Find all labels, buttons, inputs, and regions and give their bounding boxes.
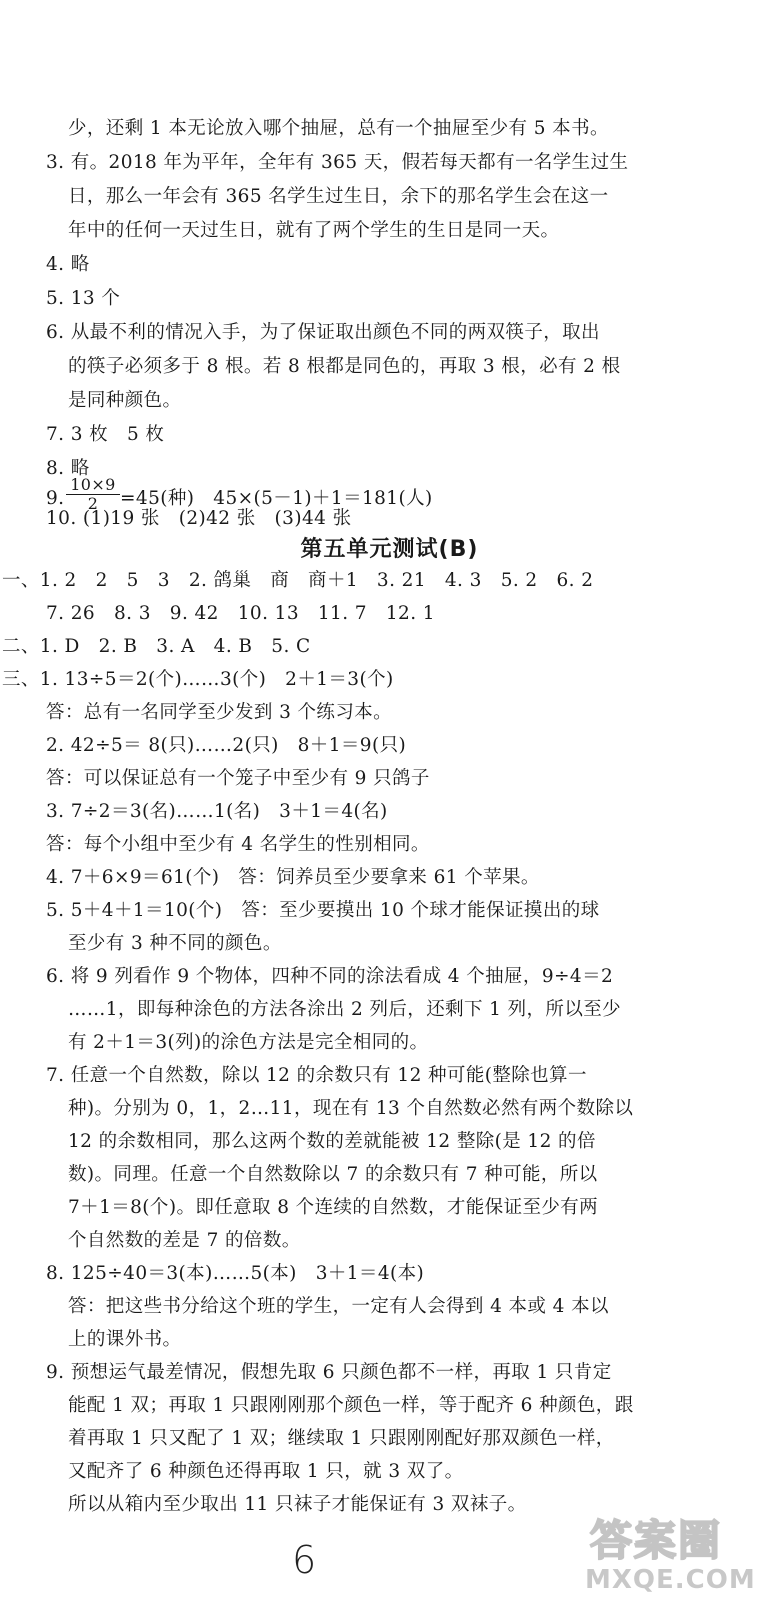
text-line: 上的课外书。 <box>68 1329 182 1350</box>
text-line: 一、1. 2 2 5 3 2. 鸽巢 商 商＋1 3. 21 4. 3 5. 2 6. 2 <box>2 570 594 591</box>
text-line: 7. 26 8. 3 9. 42 10. 13 11. 7 12. 1 <box>46 603 435 624</box>
text-line: 答：每个小组中至少有 4 名学生的性别相同。 <box>46 834 430 855</box>
text-line: 三、1. 13÷5＝2(个)……3(个) 2＋1＝3(个) <box>2 669 394 690</box>
text-line: 所以从箱内至少取出 11 只袜子才能保证有 3 双袜子。 <box>68 1494 527 1515</box>
text-line: 种)。分别为 0，1，2…11，现在有 13 个自然数必然有两个数除以 <box>68 1098 634 1119</box>
text-line: 8. 125÷40＝3(本)……5(本) 3＋1＝4(本) <box>46 1263 425 1284</box>
text-line: 7. 3 枚 5 枚 <box>46 424 165 445</box>
text-line: 答：总有一名同学至少发到 3 个练习本。 <box>46 702 393 723</box>
text-line: 又配齐了 6 种颜色还得再取 1 只，就 3 双了。 <box>68 1461 464 1482</box>
q9-prefix: 9. <box>46 488 65 509</box>
text-line: 7＋1＝8(个)。即任意取 8 个连续的自然数，才能保证至少有两 <box>68 1197 599 1218</box>
section-title: 第五单元测试(B) <box>300 537 479 562</box>
text-line: 10. (1)19 张 (2)42 张 (3)44 张 <box>46 508 352 529</box>
text-line: 有 2＋1＝3(列)的涂色方法是完全相同的。 <box>68 1032 429 1053</box>
text-line: 着再取 1 只又配了 1 双；继续取 1 只跟刚刚配好那双颜色一样， <box>68 1428 615 1449</box>
text-line: 是同种颜色。 <box>68 390 182 411</box>
text-line: 日，那么一年会有 365 名学生过生日，余下的那名学生会在这一 <box>68 186 609 207</box>
text-line: 12 的余数相同，那么这两个数的差就能被 12 整除(是 12 的倍 <box>68 1131 596 1152</box>
text-line: 7. 任意一个自然数，除以 12 的余数只有 12 种可能(整除也算一 <box>46 1065 587 1086</box>
text-line: 3. 有。2018 年为平年，全年有 365 天，假若每天都有一名学生过生 <box>46 152 629 173</box>
text-line: 答：把这些书分给这个班的学生，一定有人会得到 4 本或 4 本以 <box>68 1296 609 1317</box>
text-line: 5. 13 个 <box>46 288 121 309</box>
text-line: 二、1. D 2. B 3. A 4. B 5. C <box>2 636 311 657</box>
text-line: 个自然数的差是 7 的倍数。 <box>68 1230 301 1251</box>
text-line: ……1，即每种涂色的方法各涂出 2 列后，还剩下 1 列，所以至少 <box>68 999 622 1020</box>
text-line: 少，还剩 1 本无论放入哪个抽屉，总有一个抽屉至少有 5 本书。 <box>68 118 609 139</box>
text-line: 年中的任何一天过生日，就有了两个学生的生日是同一天。 <box>68 220 560 241</box>
text-line: 3. 7÷2＝3(名)……1(名) 3＋1＝4(名) <box>46 801 388 822</box>
text-line: 4. 略 <box>46 254 90 275</box>
q9-rest: =45(种) 45×(5－1)＋1＝181(人) <box>120 488 433 509</box>
watermark-logo: 答案圈 <box>590 1516 723 1565</box>
text-line: 答：可以保证总有一个笼子中至少有 9 只鸽子 <box>46 768 430 789</box>
text-line: 9. 预想运气最差情况，假想先取 6 只颜色都不一样，再取 1 只肯定 <box>46 1362 612 1383</box>
text-line: 8. 略 <box>46 458 90 479</box>
text-line: 4. 7＋6×9＝61(个) 答：饲养员至少要拿来 61 个苹果。 <box>46 867 540 888</box>
page-number: 6 <box>292 1538 317 1582</box>
text-line: 6. 将 9 列看作 9 个物体，四种不同的涂法看成 4 个抽屉，9÷4＝2 <box>46 966 614 987</box>
watermark-domain: MXQE.COM <box>585 1565 756 1595</box>
text-line: 2. 42÷5＝ 8(只)……2(只) 8＋1＝9(只) <box>46 735 407 756</box>
fraction-denominator: 2 <box>87 494 99 513</box>
text-line: 至少有 3 种不同的颜色。 <box>68 933 282 954</box>
text-line: 的筷子必须多于 8 根。若 8 根都是同色的，再取 3 根，必有 2 根 <box>68 356 621 377</box>
text-line: 5. 5＋4＋1＝10(个) 答：至少要摸出 10 个球才能保证摸出的球 <box>46 900 600 921</box>
fraction-numerator: 10×9 <box>66 476 120 495</box>
text-line: 6. 从最不利的情况入手，为了保证取出颜色不同的两双筷子，取出 <box>46 322 600 343</box>
text-line: 数)。同理。任意一个自然数除以 7 的余数只有 7 种可能，所以 <box>68 1164 598 1185</box>
text-line: 能配 1 双；再取 1 只跟刚刚那个颜色一样，等于配齐 6 种颜色，跟 <box>68 1395 634 1416</box>
